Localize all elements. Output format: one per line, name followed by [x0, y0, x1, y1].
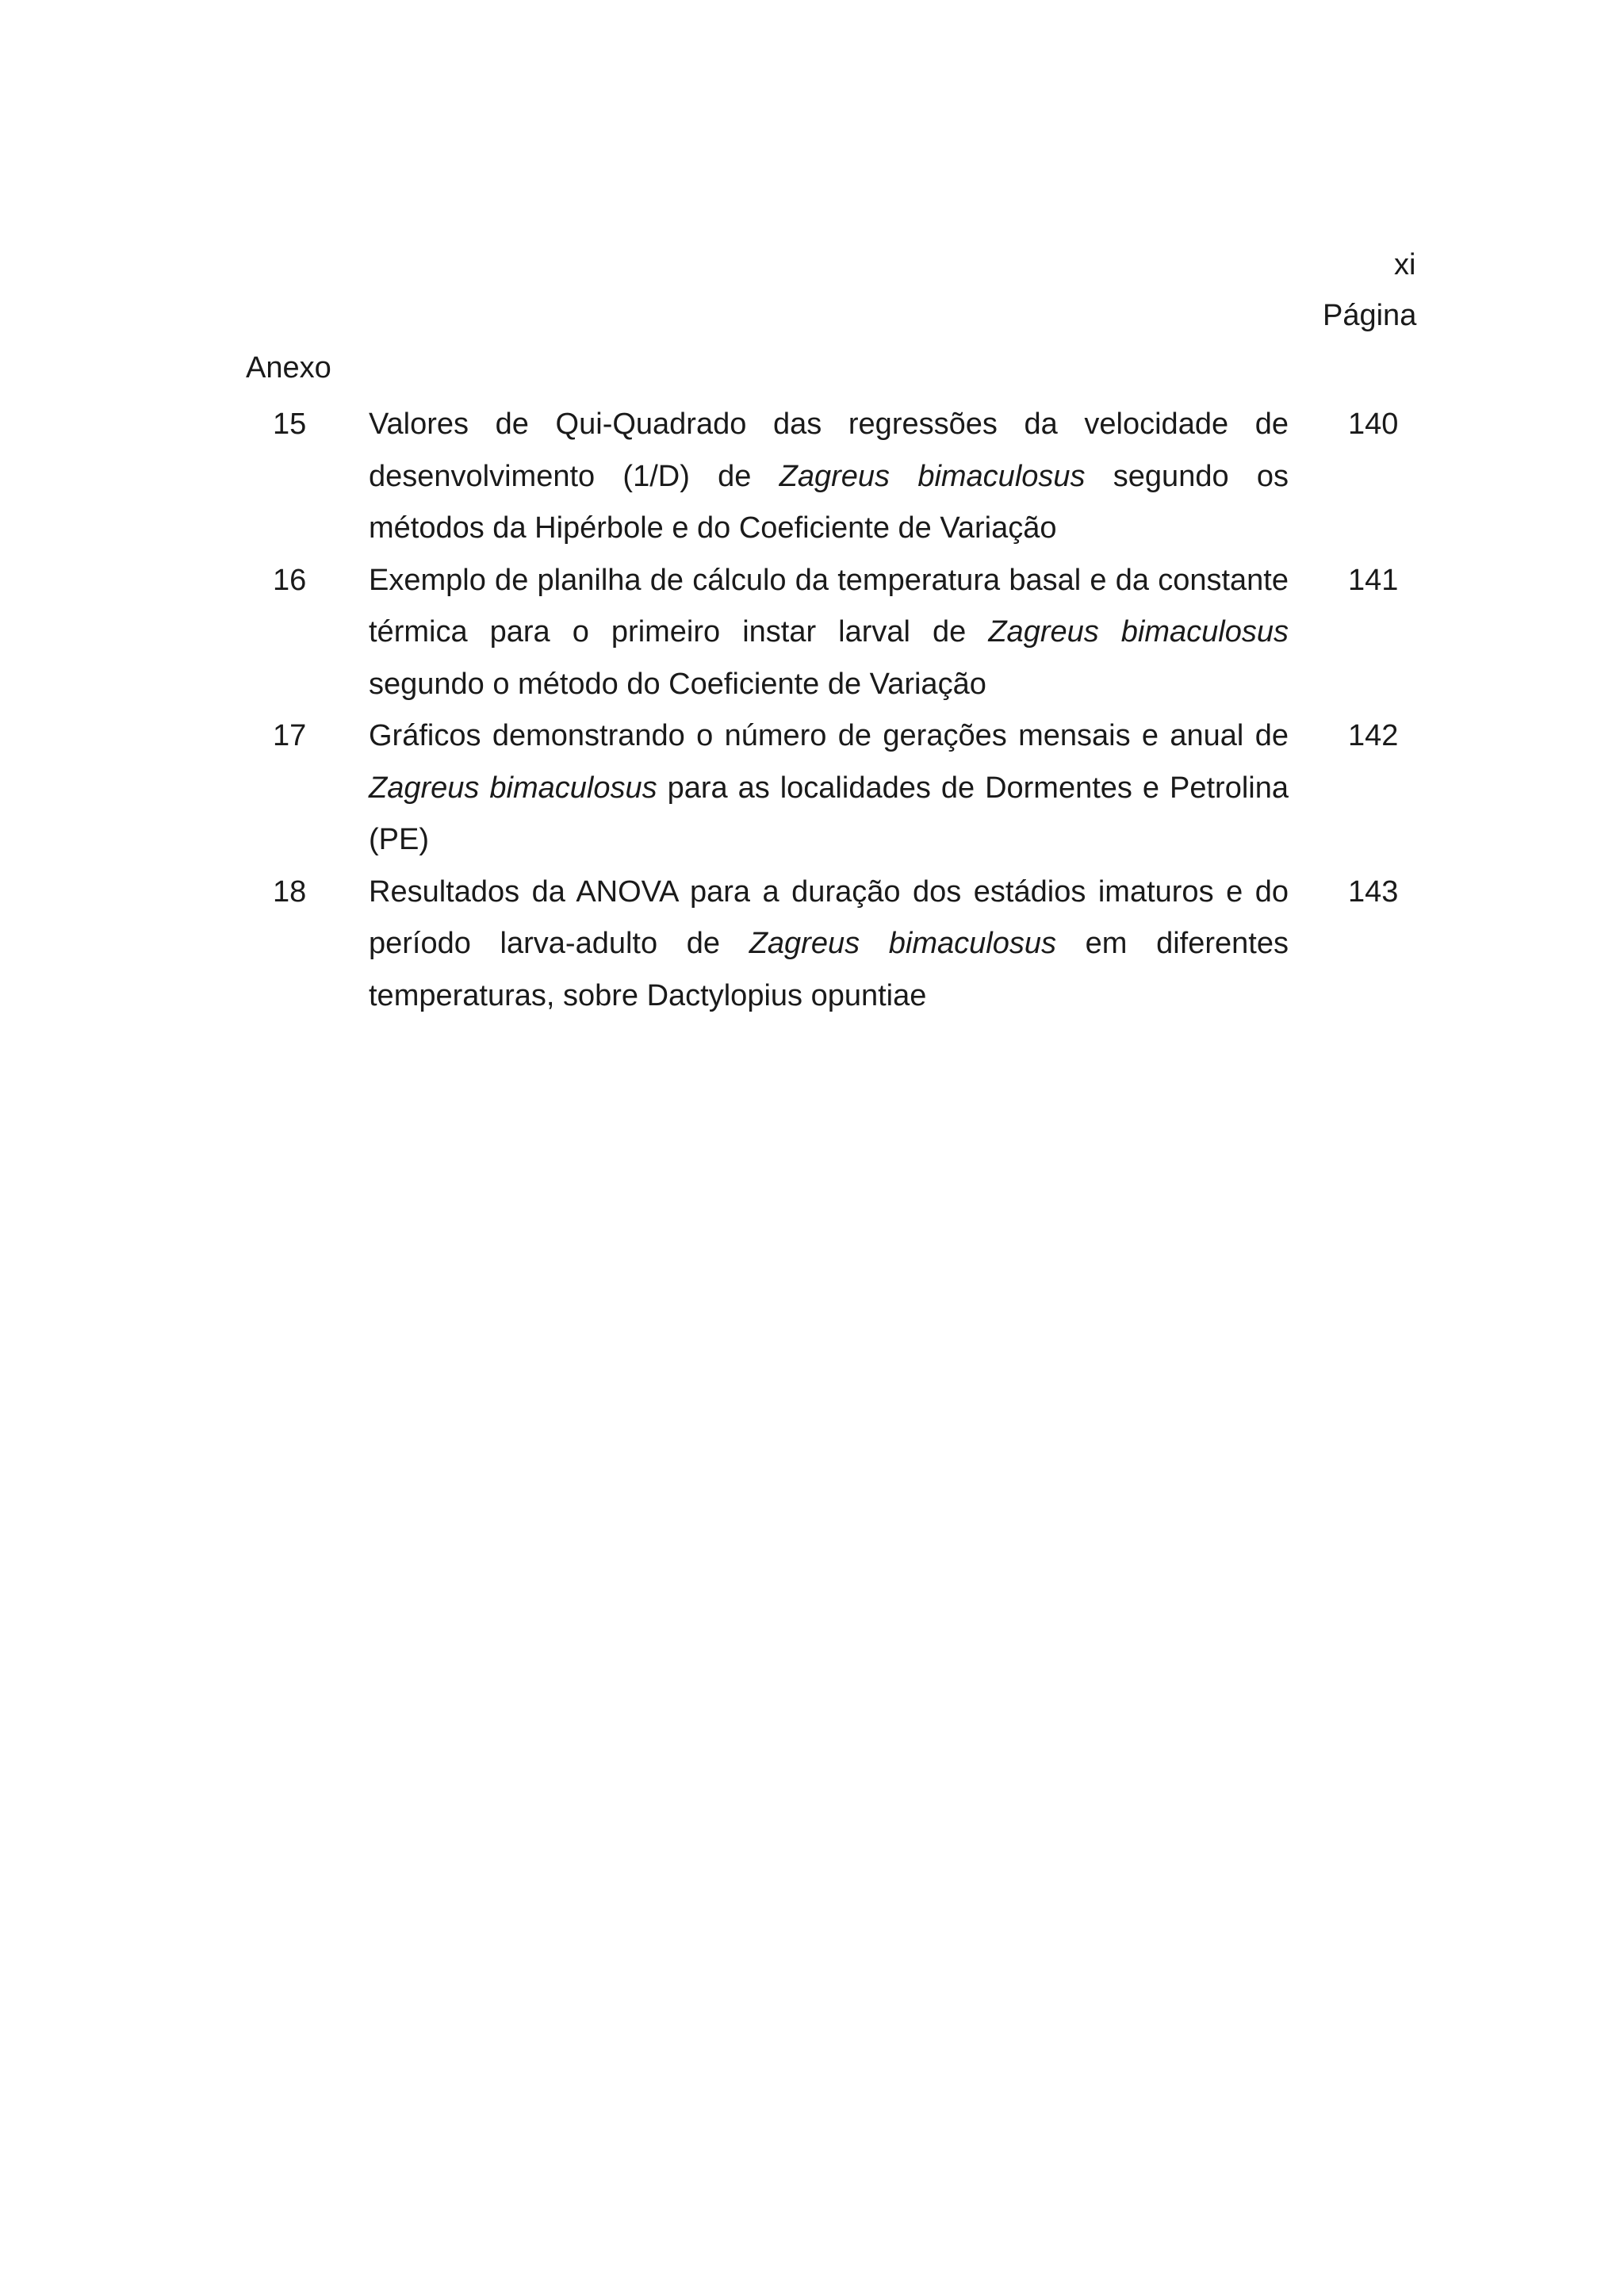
title-part: Exemplo de planilha de cálculo da temperatura basal e da constante térmica para o primeiro instar larval de — [369, 563, 1289, 649]
annex-entry — [246, 867, 1411, 1023]
annex-number: 16 — [273, 563, 307, 597]
annex-entry — [246, 710, 1411, 867]
annex-title — [369, 555, 1289, 711]
title-part: segundo os métodos da Hipérbole e do Coeficiente de Variação — [369, 459, 1289, 545]
title-part: em diferentes temperaturas, sobre Dactylopius opuntiae — [369, 927, 1289, 1012]
annex-number: 18 — [273, 874, 307, 909]
annex-page-number: 142 — [1348, 719, 1399, 752]
annex-title — [369, 867, 1289, 1023]
annex-number: 15 — [273, 408, 307, 441]
title-part: Resultados da ANOVA para a duração dos estádios imaturos e do período larva-adulto de — [369, 874, 1289, 960]
annex-title — [369, 399, 1289, 555]
title-part: segundo o método do Coeficiente de Variação — [369, 667, 986, 701]
page-number: xi — [1394, 248, 1416, 281]
title-part-italic: Zagreus bimaculosus — [779, 459, 1086, 493]
page-column-header: Página — [1323, 299, 1417, 332]
annex-page-number: 140 — [1348, 408, 1399, 441]
title-part-italic: Zagreus bimaculosus — [988, 615, 1289, 649]
title-part-italic: Zagreus bimaculosus — [369, 771, 657, 805]
title-part-italic: Zagreus bimaculosus — [749, 927, 1056, 960]
annex-list — [246, 399, 1411, 1022]
annex-entry — [246, 555, 1411, 711]
title-part: para as localidades de Dormentes e Petrolina (PE) — [369, 771, 1289, 856]
annex-number: 17 — [273, 719, 307, 752]
annex-page-number: 141 — [1348, 563, 1399, 597]
section-label: Anexo — [246, 351, 331, 385]
title-part: Valores de Qui-Quadrado das regressões da velocidade de desenvolvimento (1/D) de — [369, 408, 1289, 493]
annex-entry — [246, 399, 1411, 555]
title-part: Gráficos demonstrando o número de gerações mensais e anual de — [369, 719, 1289, 752]
annex-title — [369, 710, 1289, 867]
annex-page-number: 143 — [1348, 874, 1399, 909]
